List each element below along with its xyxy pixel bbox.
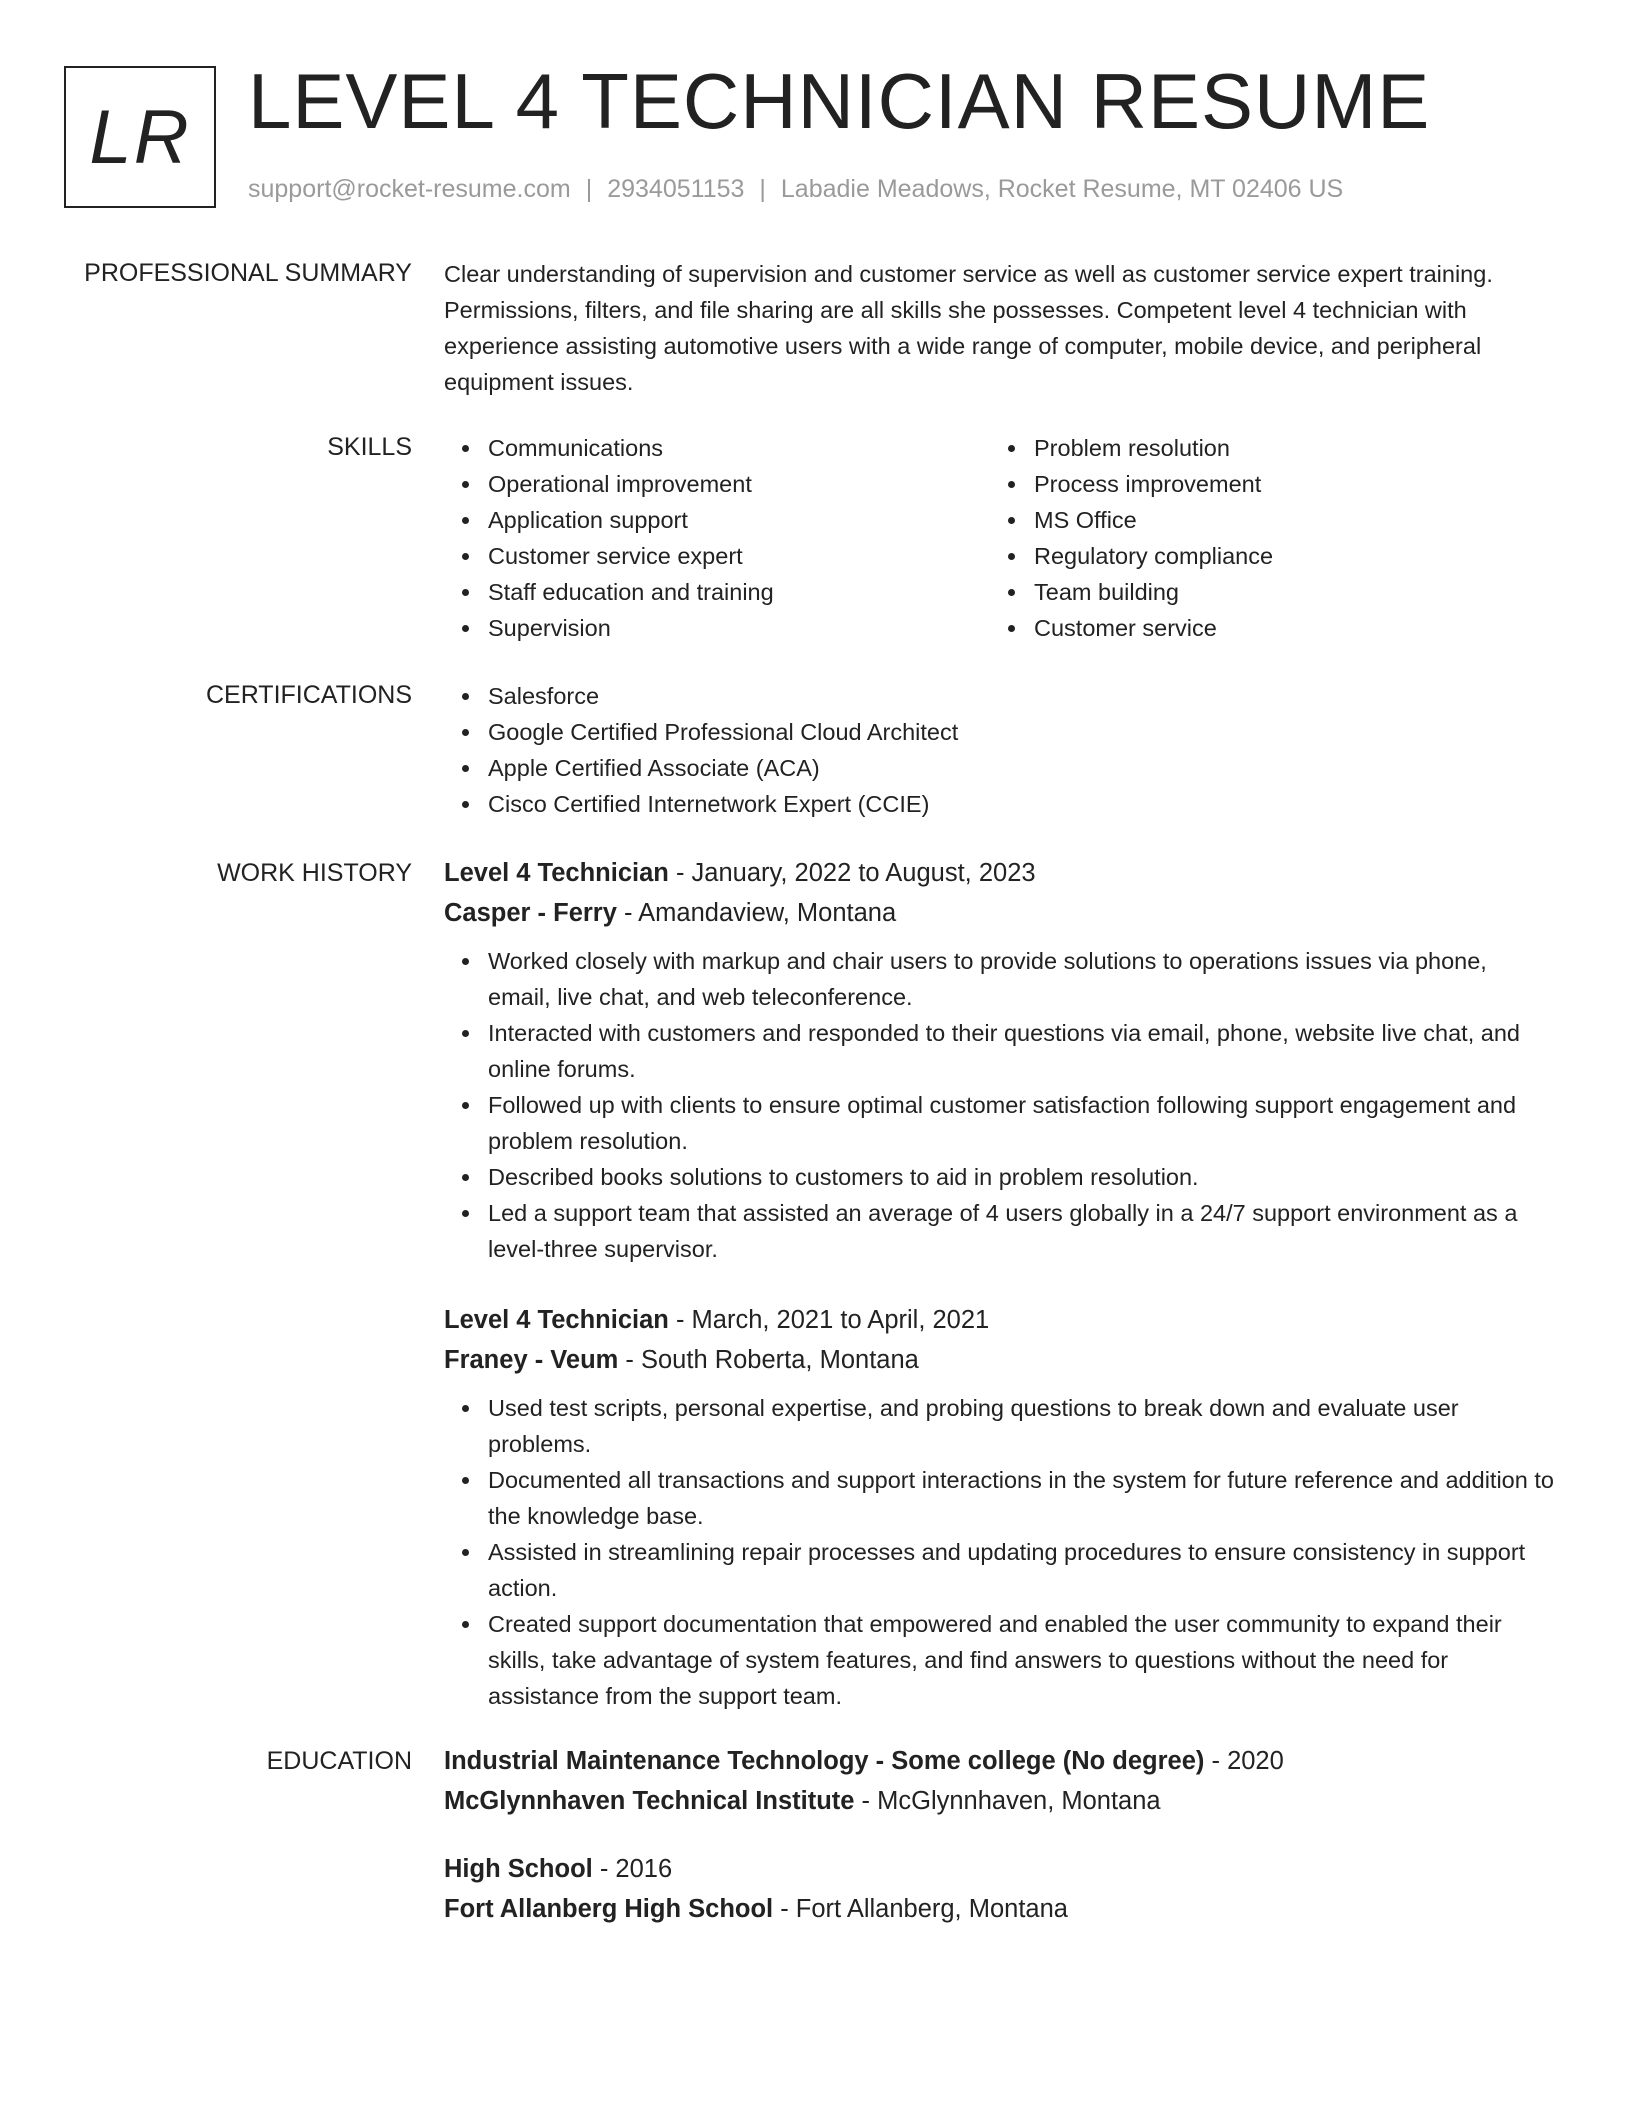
education-location: - Fort Allanberg, Montana — [773, 1895, 1068, 1923]
certification-item: Google Certified Professional Cloud Architect — [444, 714, 1556, 750]
skill-item: Application support — [444, 502, 990, 538]
job-bullet: Followed up with clients to ensure optimal customer satisfaction following support engagement and problem resolution. — [444, 1087, 1556, 1159]
certification-item: Salesforce — [444, 678, 1556, 714]
education-degree: Industrial Maintenance Technology - Some college (No degree) — [444, 1747, 1205, 1775]
skill-item: MS Office — [990, 502, 1536, 538]
skill-item: Process improvement — [990, 466, 1536, 502]
skills-columns — [444, 430, 1556, 646]
skill-item: Operational improvement — [444, 466, 990, 502]
monogram-logo — [64, 66, 216, 208]
contact-address: Labadie Meadows, Rocket Resume, MT 02406 US — [780, 175, 1344, 203]
monogram-text: LR — [89, 94, 191, 180]
education-degree: High School — [444, 1855, 593, 1883]
education-degree-line — [444, 1849, 1556, 1889]
education-entry — [444, 1849, 1556, 1929]
skill-item: Communications — [444, 430, 990, 466]
job-company-line — [444, 893, 1556, 933]
education-year: - 2016 — [592, 1855, 673, 1883]
education-entry — [444, 1741, 1556, 1821]
skill-item: Staff education and training — [444, 574, 990, 610]
certification-item: Cisco Certified Internetwork Expert (CCIE) — [444, 786, 1556, 822]
job-bullet: Described books solutions to customers to aid in problem resolution. — [444, 1159, 1556, 1195]
certifications-body — [444, 678, 1556, 822]
contact-separator: | — [585, 175, 593, 203]
work-history-heading: WORK HISTORY — [217, 859, 412, 887]
contact-email[interactable]: support@rocket-resume.com — [248, 175, 571, 203]
summary-text: Clear understanding of supervision and customer service as well as customer service expert training. Permissions, filters, and file sharing are all skills she possesses. Competent level 4 technician with experience assisting automotive users with a wide range of computer, mobile device, and peripheral equipment issues. — [444, 261, 1493, 395]
job-entry — [444, 1300, 1556, 1714]
skills-list-right — [990, 430, 1536, 646]
job-dates: - January, 2022 to August, 2023 — [668, 859, 1036, 887]
job-title-line — [444, 853, 1556, 893]
job-bullets — [444, 1390, 1556, 1714]
skill-item: Team building — [990, 574, 1536, 610]
job-dates: - March, 2021 to April, 2021 — [668, 1306, 990, 1334]
education-school-line — [444, 1889, 1556, 1929]
education-school-line — [444, 1781, 1556, 1821]
job-bullet: Led a support team that assisted an average of 4 users globally in a 24/7 support environment as a level-three supervisor. — [444, 1195, 1556, 1267]
job-bullet: Documented all transactions and support interactions in the system for future reference and addition to the knowledge base. — [444, 1462, 1556, 1534]
job-location: - Amandaview, Montana — [616, 899, 897, 927]
job-bullet: Interacted with customers and responded to their questions via email, phone, website live chat, and online forums. — [444, 1015, 1556, 1087]
job-title: Level 4 Technician — [444, 859, 669, 887]
job-bullet: Used test scripts, personal expertise, and probing questions to break down and evaluate user problems. — [444, 1390, 1556, 1462]
job-company-line — [444, 1340, 1556, 1380]
skill-item: Supervision — [444, 610, 990, 646]
job-bullets — [444, 943, 1556, 1267]
job-location: - South Roberta, Montana — [618, 1346, 919, 1374]
education-degree-line — [444, 1741, 1556, 1781]
education-heading: EDUCATION — [266, 1747, 412, 1775]
skill-item: Regulatory compliance — [990, 538, 1536, 574]
contact-phone[interactable]: 2934051153 — [607, 175, 745, 203]
job-bullet: Created support documentation that empowered and enabled the user community to expand their skills, take advantage of system features, and find answers to questions without the need for assistance from the support team. — [444, 1606, 1556, 1714]
skills-heading: SKILLS — [327, 433, 412, 461]
job-company: Casper - Ferry — [444, 899, 617, 927]
contact-separator: | — [759, 175, 766, 203]
job-title: Level 4 Technician — [444, 1306, 669, 1334]
job-company: Franey - Veum — [444, 1346, 619, 1374]
certification-item: Apple Certified Associate (ACA) — [444, 750, 1556, 786]
job-entry — [444, 853, 1556, 1267]
skill-item: Customer service — [990, 610, 1536, 646]
job-bullet: Worked closely with markup and chair users to provide solutions to operations issues via phone, email, live chat, and web teleconference. — [444, 943, 1556, 1015]
contact-line — [248, 174, 1343, 204]
certifications-list — [444, 678, 1556, 822]
education-school: Fort Allanberg High School — [444, 1895, 774, 1923]
education-location: - McGlynnhaven, Montana — [854, 1787, 1161, 1815]
job-title-line — [444, 1300, 1556, 1340]
resume-title: LEVEL 4 TECHNICIAN RESUME — [248, 57, 1431, 145]
skill-item: Problem resolution — [990, 430, 1536, 466]
skill-item: Customer service expert — [444, 538, 990, 574]
job-bullet: Assisted in streamlining repair processes and updating procedures to ensure consistency in support action. — [444, 1534, 1556, 1606]
education-year: - 2020 — [1204, 1747, 1284, 1775]
skills-list-left — [444, 430, 990, 646]
certifications-heading: CERTIFICATIONS — [205, 681, 412, 709]
summary-heading: PROFESSIONAL SUMMARY — [84, 259, 412, 287]
education-school: McGlynnhaven Technical Institute — [444, 1787, 855, 1815]
